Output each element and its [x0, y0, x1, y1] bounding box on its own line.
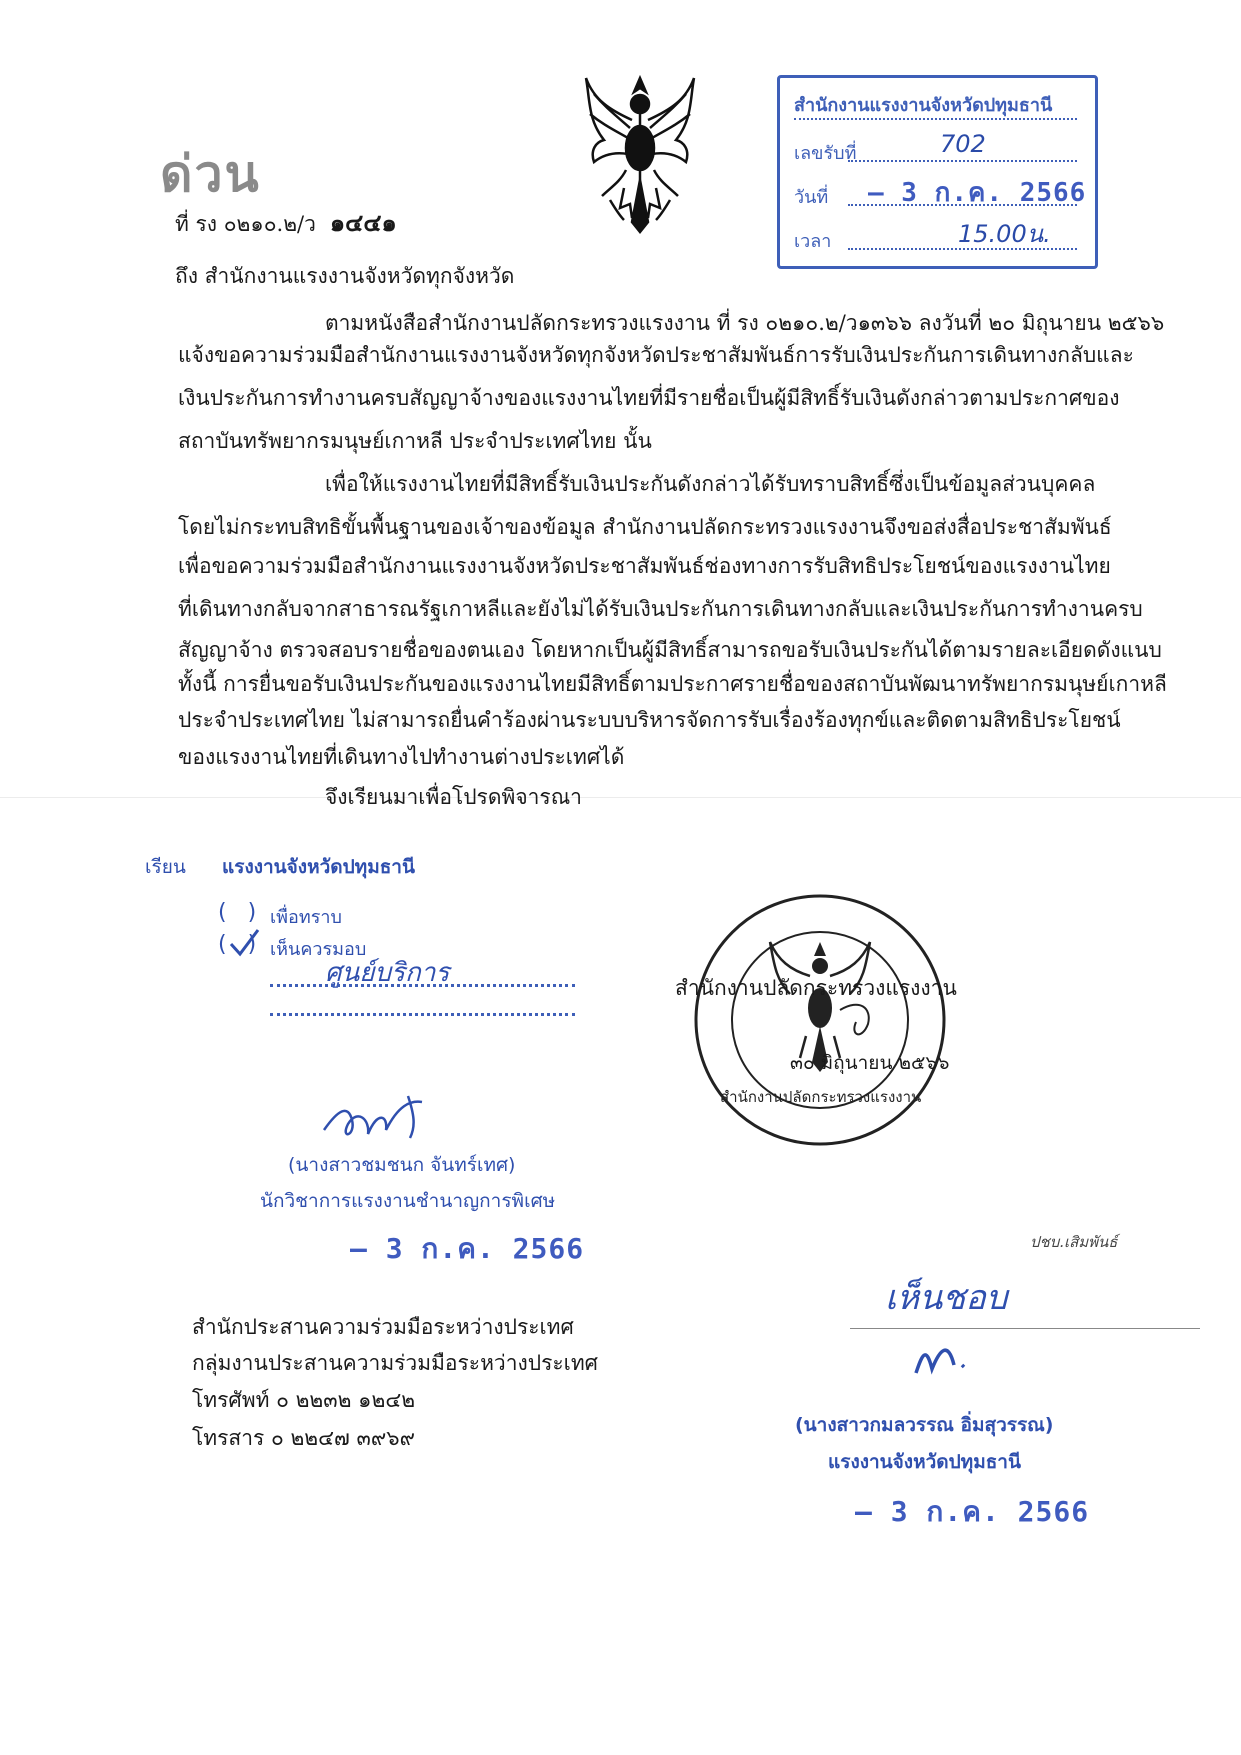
- receipt-date-value: – 3 ก.ค. 2566: [868, 178, 1087, 208]
- paragraph-line: สัญญาจ้าง ตรวจสอบรายชื่อของตนเอง โดยหากเป็นผู้มีสิทธิ์สามารถขอรับเงินประกันได้ตามรายละเอียดดังแนบ: [178, 638, 1162, 662]
- paragraph-line: ตามหนังสือสำนักงานปลัดกระทรวงแรงงาน ที่ รง ๐๒๑๐.๒/ว๑๓๖๖ ลงวันที่ ๒๐ มิถุนายน ๒๕๖๖: [325, 311, 1165, 335]
- paragraph-line: ประจำประเทศไทย ไม่สามารถยื่นคำร้องผ่านระบบบริหารจัดการรับเรื่องร้องทุกข์และติดตามสิทธิประโยชน์: [178, 708, 1121, 732]
- paragraph-line: สถาบันทรัพยากรมนุษย์เกาหลี ประจำประเทศไทย นั้น: [178, 429, 652, 453]
- checkmark-icon: [228, 928, 260, 958]
- signature-1-icon: [318, 1090, 433, 1150]
- paragraph-line: ที่เดินทางกลับจากสาธารณรัฐเกาหลีและยังไม่ได้รับเงินประกันการเดินทางกลับและเงินประกันการทำงานครบ: [178, 597, 1143, 621]
- paragraph-line: ของแรงงานไทยที่เดินทางไปทำงานต่างประเทศได้: [178, 745, 625, 769]
- paragraph-line: แจ้งขอความร่วมมือสำนักงานแรงงานจังหวัดทุกจังหวัดประชาสัมพันธ์การรับเงินประกันการเดินทางกลับและ: [178, 343, 1134, 367]
- option-2-checkbox: ( ): [218, 932, 257, 957]
- receipt-time-value: 15.00น.: [958, 220, 1051, 248]
- fold-line: [0, 797, 1241, 798]
- receipt-stamp-office: สำนักงานแรงงานจังหวัดปทุมธานี: [794, 95, 1053, 116]
- ministry-seal-icon: [690, 890, 950, 1150]
- garuda-emblem-icon: [580, 70, 700, 235]
- to-label: เรียน: [145, 856, 186, 878]
- urgent-stamp: ด่วน: [160, 145, 261, 203]
- receipt-date-label: วันที่: [794, 187, 829, 208]
- receipt-no-value: 702: [940, 130, 986, 158]
- paragraph-line: เงินประกันการทำงานครบสัญญาจ้างของแรงงานไทยที่มีรายชื่อเป็นผู้มีสิทธิ์รับเงินดังกล่าวตามประกาศของ: [178, 386, 1120, 410]
- approval-divider: [850, 1328, 1200, 1329]
- receipt-time-label: เวลา: [794, 231, 832, 252]
- option-2-label: เห็นควรมอบ: [270, 939, 367, 960]
- receipt-no-line: [848, 160, 1077, 162]
- paragraph-line: เพื่อขอความร่วมมือสำนักงานแรงงานจังหวัดประชาสัมพันธ์ช่องทางการรับสิทธิประโยชน์ของแรงงานไทย: [178, 554, 1111, 578]
- approval-handwritten: เห็นชอบ: [885, 1278, 1008, 1318]
- approval-signer-name: (นางสาวกมลวรรณ อิ่มสุวรรณ): [795, 1414, 1054, 1436]
- paragraph-line: โดยไม่กระทบสิทธิขั้นพื้นฐานของเจ้าของข้อมูล สำนักงานปลัดกระทรวงแรงงานจึงขอส่งสื่อประชาสัมพันธ์: [178, 515, 1112, 539]
- approval-signer-title: แรงงานจังหวัดปทุมธานี: [828, 1451, 1021, 1473]
- paragraph-line: ทั้งนี้ การยื่นขอรับเงินประกันของแรงงานไทยมีสิทธิ์ตามประกาศรายชื่อของสถาบันพัฒนาทรัพยากรมนุษย์เกาหลี: [178, 672, 1167, 696]
- document-number-prefix: ที่ รง ๐๒๑๐.๒/ว: [175, 212, 316, 236]
- option-1-label: เพื่อทราบ: [270, 907, 342, 928]
- footer-phone: โทรศัพท์ ๐ ๒๒๓๒ ๑๒๔๒: [192, 1388, 416, 1412]
- date-stamp-1: – 3 ก.ค. 2566: [350, 1232, 585, 1265]
- receipt-no-label: เลขรับที่: [794, 143, 857, 164]
- assign-dotted-line-2: [270, 1013, 575, 1016]
- footer-group: กลุ่มงานประสานความร่วมมือระหว่างประเทศ: [192, 1351, 599, 1375]
- approval-note: ปชบ.เสิมพันธ์: [1030, 1233, 1118, 1251]
- addressee: ถึง สำนักงานแรงงานจังหวัดทุกจังหวัด: [175, 264, 515, 288]
- receipt-stamp-divider: [794, 118, 1077, 120]
- receipt-stamp: [777, 75, 1098, 269]
- date-stamp-2: – 3 ก.ค. 2566: [855, 1495, 1090, 1528]
- seal-date: ๓๐ มิถุนายน ๒๕๖๖: [790, 1052, 950, 1074]
- seal-office-label: สำนักงานปลัดกระทรวงแรงงาน: [675, 976, 957, 1000]
- signer-1-title: นักวิชาการแรงงานชำนาญการพิเศษ: [260, 1190, 556, 1212]
- signature-2-icon: [910, 1335, 970, 1380]
- seal-ring-text: สำนักงานปลัดกระทรวงแรงงาน: [720, 1088, 922, 1106]
- footer-department: สำนักประสานความร่วมมือระหว่างประเทศ: [192, 1315, 574, 1339]
- closing-line: จึงเรียนมาเพื่อโปรดพิจารณา: [325, 785, 582, 809]
- assign-dotted-line-1: [270, 984, 575, 987]
- signer-1-name: (นางสาวชมชนก จันทร์เทศ): [288, 1154, 516, 1176]
- footer-fax: โทรสาร ๐ ๒๒๔๗ ๓๙๖๙: [192, 1426, 415, 1450]
- handwritten-assignment: ศูนย์บริการ: [325, 958, 450, 988]
- paragraph-line: เพื่อให้แรงงานไทยที่มีสิทธิ์รับเงินประกันดังกล่าวได้รับทราบสิทธิ์ซึ่งเป็นข้อมูลส่วนบุคคล: [325, 472, 1096, 496]
- option-1-checkbox: ( ): [218, 900, 257, 925]
- document-number-handwritten: ๑๔๔๑: [329, 209, 397, 237]
- to-value: แรงงานจังหวัดปทุมธานี: [222, 856, 415, 878]
- document-number: [175, 209, 397, 238]
